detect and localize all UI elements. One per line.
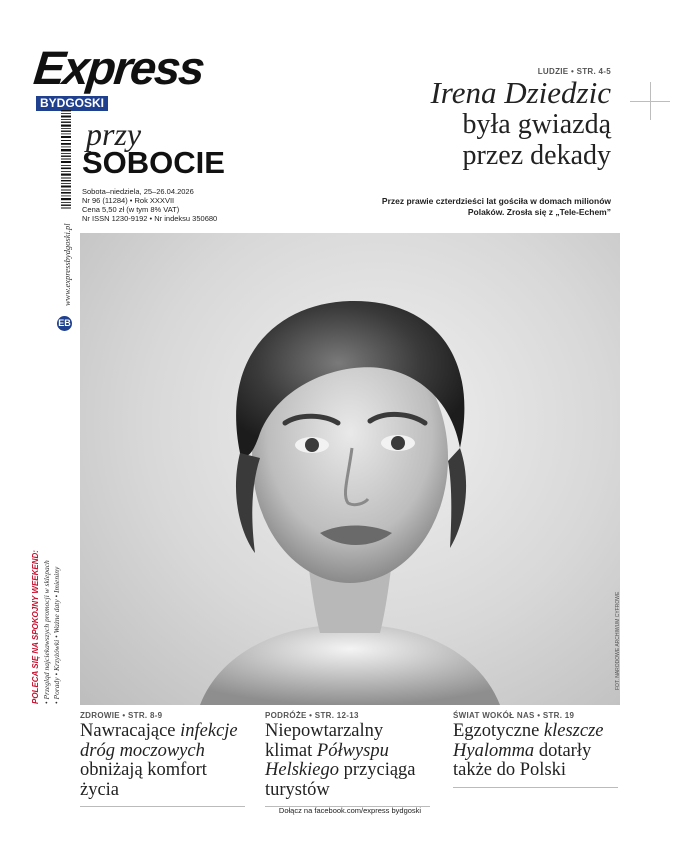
teaser-health[interactable] <box>80 711 245 807</box>
issue-issn: Nr ISSN 1230-9192 • Nr indeksu 350680 <box>82 214 218 223</box>
top-story-desc-1: Przez prawie czterdzieści lat gościła w domach milionów <box>381 196 611 206</box>
issue-price: Cena 5,50 zł (w tym 8% VAT) <box>82 205 180 214</box>
portrait-illustration <box>80 233 620 705</box>
teaser-world[interactable] <box>453 711 618 788</box>
teaser-headline: Nawracające infekcje dróg moczowych obniżają komfort życia <box>80 721 238 800</box>
teaser-travel[interactable] <box>265 711 430 807</box>
issue-date: Sobota–niedziela, 25–26.04.2026 <box>82 187 194 196</box>
necklace-shape <box>200 625 500 705</box>
promo-line-2: • Porady • Krzyżówki • Ważne daty • Imieniny <box>52 566 61 704</box>
top-story-line-2: przez dekady <box>462 140 611 171</box>
express-logo: Express <box>31 41 206 94</box>
city-badge: BYDGOSKI <box>36 96 108 111</box>
teaser-kicker: ZDROWIE • STR. 8-9 <box>80 711 163 720</box>
teaser-kicker: PODRÓŻE • STR. 12-13 <box>265 711 359 720</box>
crop-mark-vertical <box>650 82 651 120</box>
website-link[interactable]: www.expressbydgoski.pl <box>62 223 72 306</box>
issue-number: Nr 96 (11284) • Rok XXXVII <box>82 196 175 205</box>
sobocie-label: SOBOCIE <box>82 145 225 180</box>
top-story-name: Irena Dziedzic <box>430 75 611 110</box>
top-story-kicker: LUDZIE • STR. 4-5 <box>537 67 611 76</box>
teaser-rule <box>453 787 618 788</box>
teaser-headline: Niepowtarzalny klimat Półwyspu Helskiego przyciąga turystów <box>265 721 416 800</box>
top-story-line-1: była gwiazdą <box>462 109 611 140</box>
teaser-headline: Egzotyczne kleszcze Hyalomma dotarły także do Polski <box>453 721 604 780</box>
photo-credit: FOT. NARODOWE ARCHIWUM CYFROWE <box>615 591 621 690</box>
facebook-invite[interactable]: Dołącz na facebook.com/express bydgoski <box>278 806 422 815</box>
przy-label: przy <box>86 116 142 152</box>
cover-photo <box>80 233 620 705</box>
top-story-desc-2: Polaków. Zrosła się z „Tele-Echem” <box>467 207 611 217</box>
eb-badge-icon: EB <box>57 316 72 331</box>
promo-title: POLECA SIĘ NA SPOKOJNY WEEKEND: <box>31 550 40 704</box>
barcode <box>61 110 71 210</box>
teaser-kicker: ŚWIAT WOKÓŁ NAS • STR. 19 <box>453 711 575 720</box>
promo-line-1: • Przegląd najciekawszych promocji w sklepach <box>42 560 51 704</box>
